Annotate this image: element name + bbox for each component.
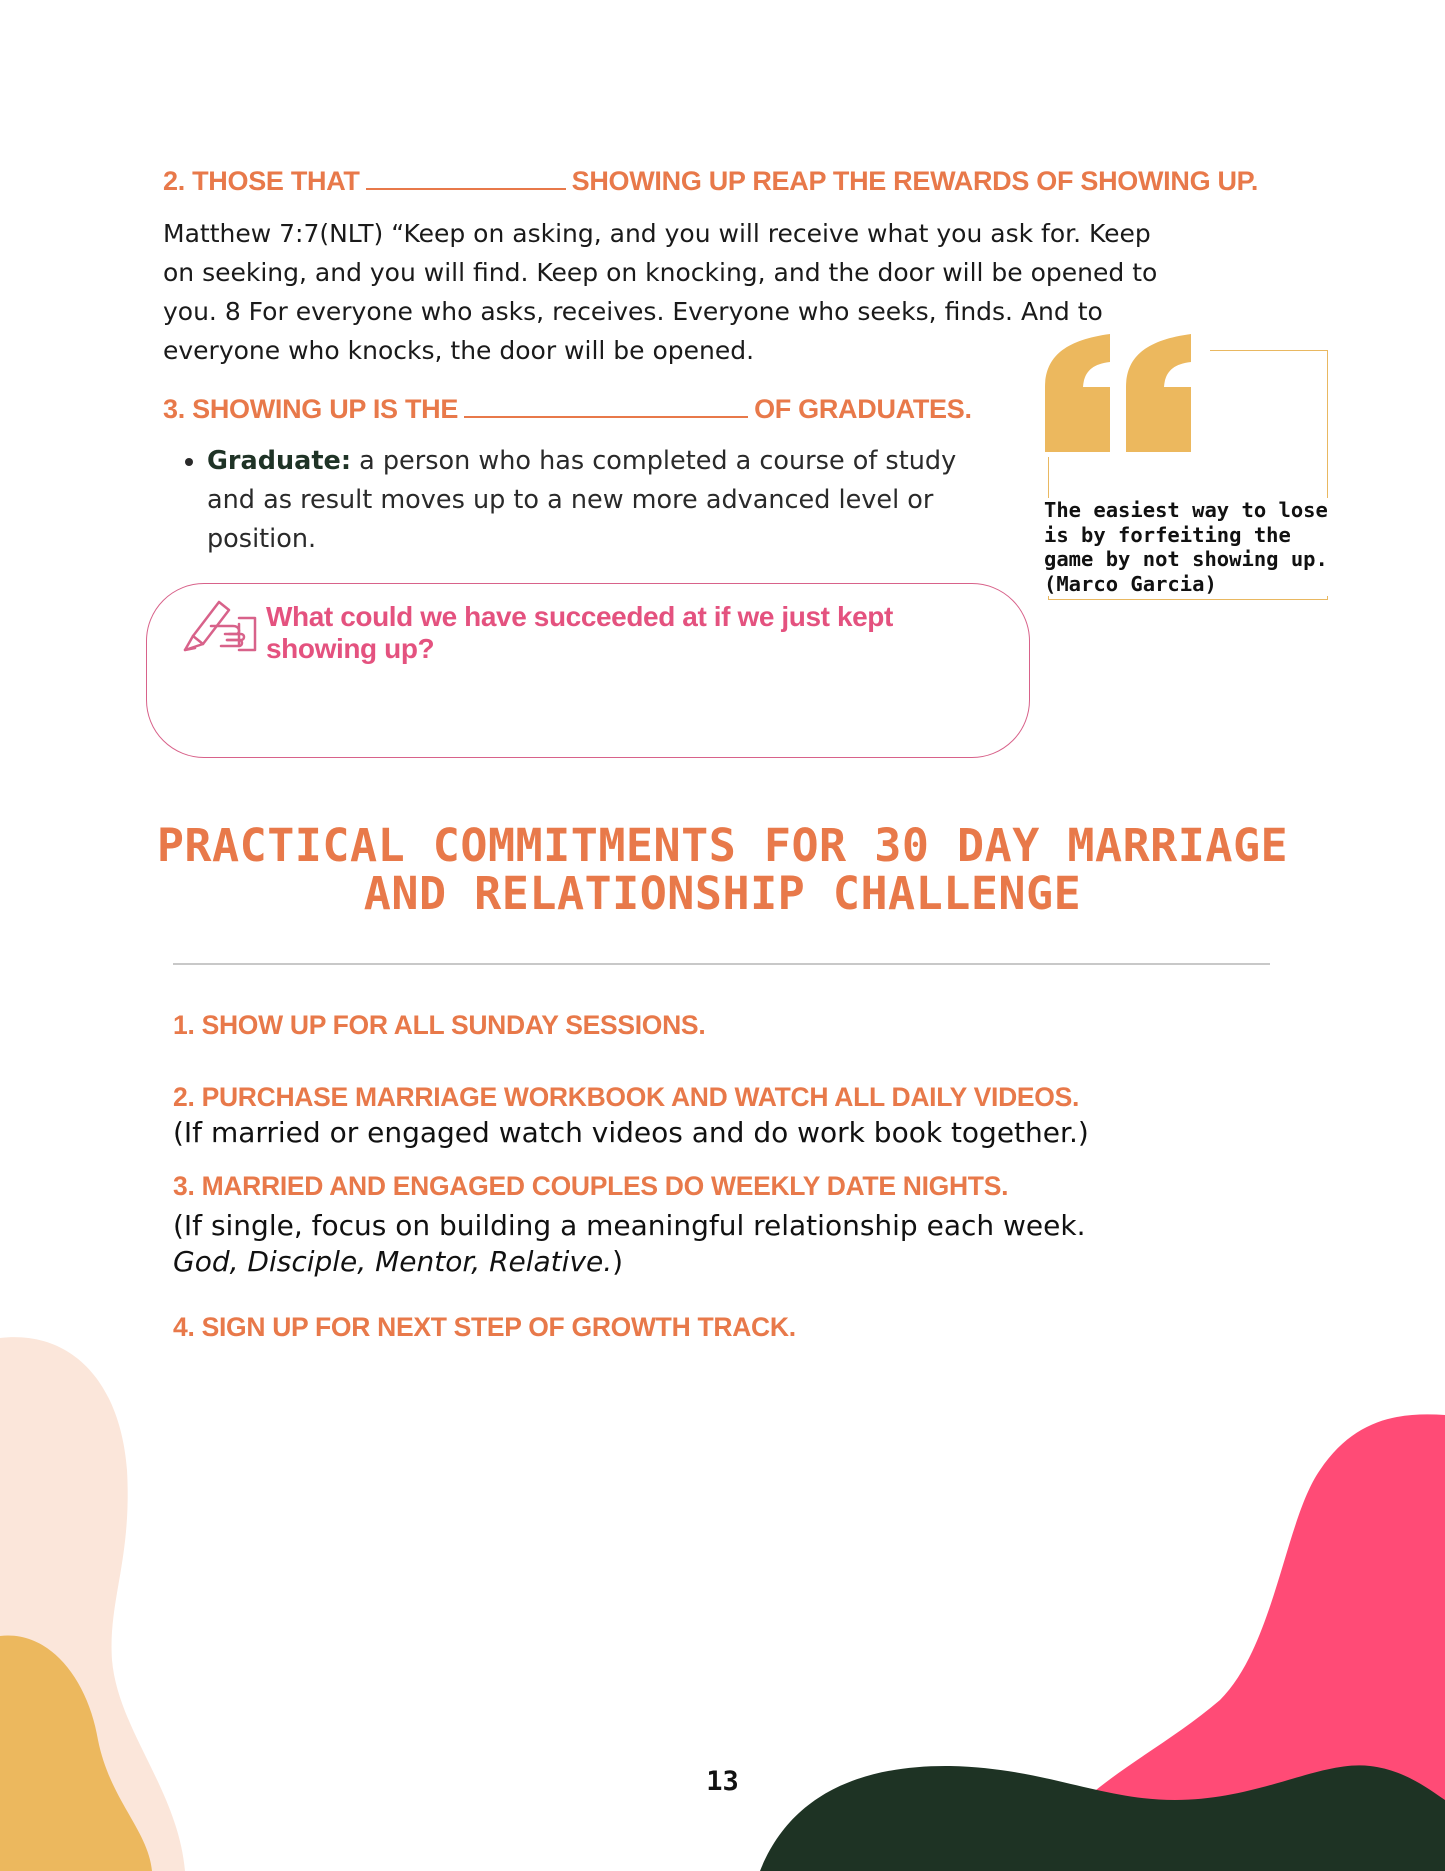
section-3-heading-start: 3. SHOWING UP IS THE [163,394,459,424]
commitment-3-note-line [173,1244,1086,1280]
verse-line: Matthew 7:7(NLT) “Keep on asking, and you will receive what you ask for. Keep [163,219,1151,248]
verse-line: on seeking, and you will find. Keep on knocking, and the door will be opened to [163,258,1158,287]
graduate-definition [161,442,981,559]
dark-green-blob [760,1765,1445,1871]
fill-in-blank [366,187,566,190]
quote-line: The easiest way to lose [1044,498,1328,522]
commitment-3: 3. MARRIED AND ENGAGED COUPLES DO WEEKLY DATE NIGHTS. [173,1171,1009,1201]
prompt-line: showing up? [266,633,435,664]
reflection-prompt-question [266,601,893,665]
commitment-2: 2. PURCHASE MARRIAGE WORKBOOK AND WATCH ALL DAILY VIDEOS. [173,1082,1080,1112]
section-2-heading-start: 2. THOSE THAT [163,166,360,196]
title-line: PRACTICAL COMMITMENTS FOR 30 DAY MARRIAGE [156,819,1289,872]
section-2-heading-end: SHOWING UP REAP THE REWARDS OF SHOWING UP. [571,166,1259,196]
verse-line: you. 8 For everyone who asks, receives. Everyone who seeks, finds. And to [163,297,1103,326]
commitment-2-note: (If married or engaged watch videos and do work book together.) [173,1116,1089,1149]
closing-paren: ) [612,1245,624,1278]
quote-attribution: (Marco Garcia) [1044,571,1217,596]
bullet-term: Graduate: [207,446,352,476]
section-divider [173,963,1270,965]
verse-line: everyone who knocks, the door will be opened. [163,336,755,365]
list-item [207,442,981,559]
prompt-line: What could we have succeeded at if we just kept [266,601,893,632]
commitment-3-examples: God, Disciple, Mentor, Relative. [173,1245,613,1278]
quote-line: is by forfeiting the [1044,522,1291,547]
commitment-1: 1. SHOW UP FOR ALL SUNDAY SESSIONS. [173,1010,706,1040]
bullet-text: a person who has completed a course of study and as result moves up to a new more advanced level or position. [207,446,957,554]
commitments-title [100,819,1345,920]
quote-marks-icon [1040,332,1210,457]
page-number: 13 [706,1766,739,1797]
quote-line: game by not showing up. [1044,547,1328,571]
section-2-heading [163,166,1258,197]
commitment-3-note-line: (If single, focus on building a meaningful relationship each week. [173,1209,1086,1242]
title-line: AND RELATIONSHIP CHALLENGE [363,867,1082,920]
commitment-4: 4. SIGN UP FOR NEXT STEP OF GROWTH TRACK. [173,1312,796,1342]
section-3-heading [163,394,972,425]
fill-in-blank [464,415,748,418]
quote-text [1044,498,1328,596]
section-3-heading-end: OF GRADUATES. [754,394,972,424]
scripture-verse [163,214,1157,370]
commitment-3-note [173,1208,1086,1280]
hand-writing-icon [181,596,257,660]
